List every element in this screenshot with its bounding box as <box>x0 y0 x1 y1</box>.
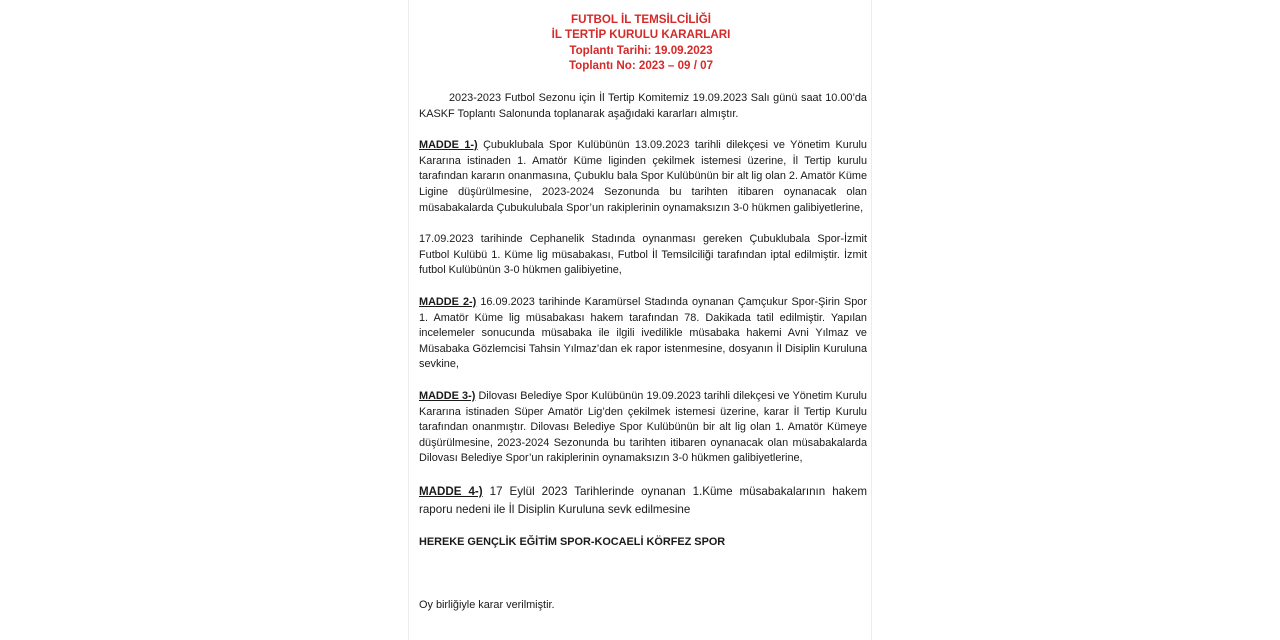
article-3 <box>419 389 867 467</box>
article-1-continuation: 17.09.2023 tarihinde Cephanelik Stadında oynanması gereken Çubuklubala Spor-İzmit Futbol Kulübü 1. Küme lig müsabakası, Futbol İl Temsilciliği tarafından iptal edilmiştir. İzmit futbol Kulübünün 3-0 hükmen galibiyetine, <box>419 233 867 277</box>
article-3-label: MADDE 3-) <box>419 389 476 402</box>
header-meeting-date: Toplantı Tarihi: 19.09.2023 <box>569 43 713 57</box>
article-3-text: Dilovası Belediye Spor Kulübünün 19.09.2023 tarihli dilekçesi ve Yönetim Kurulu Kararına istinaden Süper Amatör Lig’den çekilmek istemesi üzerine, karar İl Tertip Kurulu tarafından onanmıştır. Dilovası Belediye Spor Kulübünün bir alt lig olan 1. Amatör Kümeye düşürülmesine, 2023-2024 Sezonunda bu tarihten itibaren oynanacak olan müsabakalarda Dilovası Belediye Spor’un rakiplerinin oynamaksızın 3-0 hükmen galibiyetlerine, <box>419 389 867 465</box>
header-organization: FUTBOL İL TEMSİLCİLİĞİ <box>571 13 711 26</box>
article-4 <box>419 483 867 519</box>
header-meeting-number: Toplantı No: 2023 – 09 / 07 <box>568 58 714 72</box>
closing-statement: Oy birliğiyle karar verilmiştir. <box>419 599 555 612</box>
article-2-text: 16.09.2023 tarihinde Karamürsel Stadında oynanan Çamçukur Spor-Şirin Spor 1. Amatör Küme lig müsabakası hakem tarafından 78. Dakikada tatil edilmiştir. Yapılan incelemeler sonucunda müsabaka ile ilgili ivedilikle müsabaka hakemi Avni Yılmaz ve Müsabaka Gözlemcisi Tahsin Yılmaz’dan ek rapor istenmesine, dosyanın İl Disiplin Kuruluna sevkine, <box>419 295 867 371</box>
article-1-label: MADDE 1-) <box>419 139 478 152</box>
article-4-text: 17 Eylül 2023 Tarihlerinde oynanan 1.Küme müsabakalarının hakem raporu nedeni ile İl Disiplin Kuruluna sevk edilmesine <box>419 484 868 516</box>
document-page <box>408 0 872 640</box>
match-title: HEREKE GENÇLİK EĞİTİM SPOR-KOCAELİ KÖRFEZ SPOR <box>419 535 726 548</box>
header-title: İL TERTİP KURULU KARARLARI <box>551 28 731 42</box>
article-2-label: MADDE 2-) <box>419 295 477 308</box>
article-2 <box>419 295 867 373</box>
document-body <box>419 91 867 614</box>
intro-paragraph: 2023-2023 Futbol Sezonu için İl Tertip Komitemiz 19.09.2023 Salı günü saat 10.00’da KASKF Toplantı Salonunda toplanarak aşağıdaki kararları almıştır. <box>419 92 867 120</box>
article-1-text: Çubuklubala Spor Kulübünün 13.09.2023 tarihli dilekçesi ve Yönetim Kurulu Kararına istinaden 1. Amatör Küme liginden çekilmek istemesi üzerine, İl Tertip kurulu tarafından kararın onanmasına, Çubuklu bala Spor Kulübünün bir alt lig olan 2. Amatör Küme Ligine düşürülmesine, 2023-2024 Sezonunda bu tarihten itibaren oynanacak olan müsabakalarda Çubukulubala Spor’un rakiplerinin oynamaksızın 3-0 hükmen galibiyetlerine, <box>419 139 867 214</box>
article-4-label: MADDE 4-) <box>419 484 483 498</box>
article-1 <box>419 138 867 216</box>
document-header <box>409 12 873 73</box>
